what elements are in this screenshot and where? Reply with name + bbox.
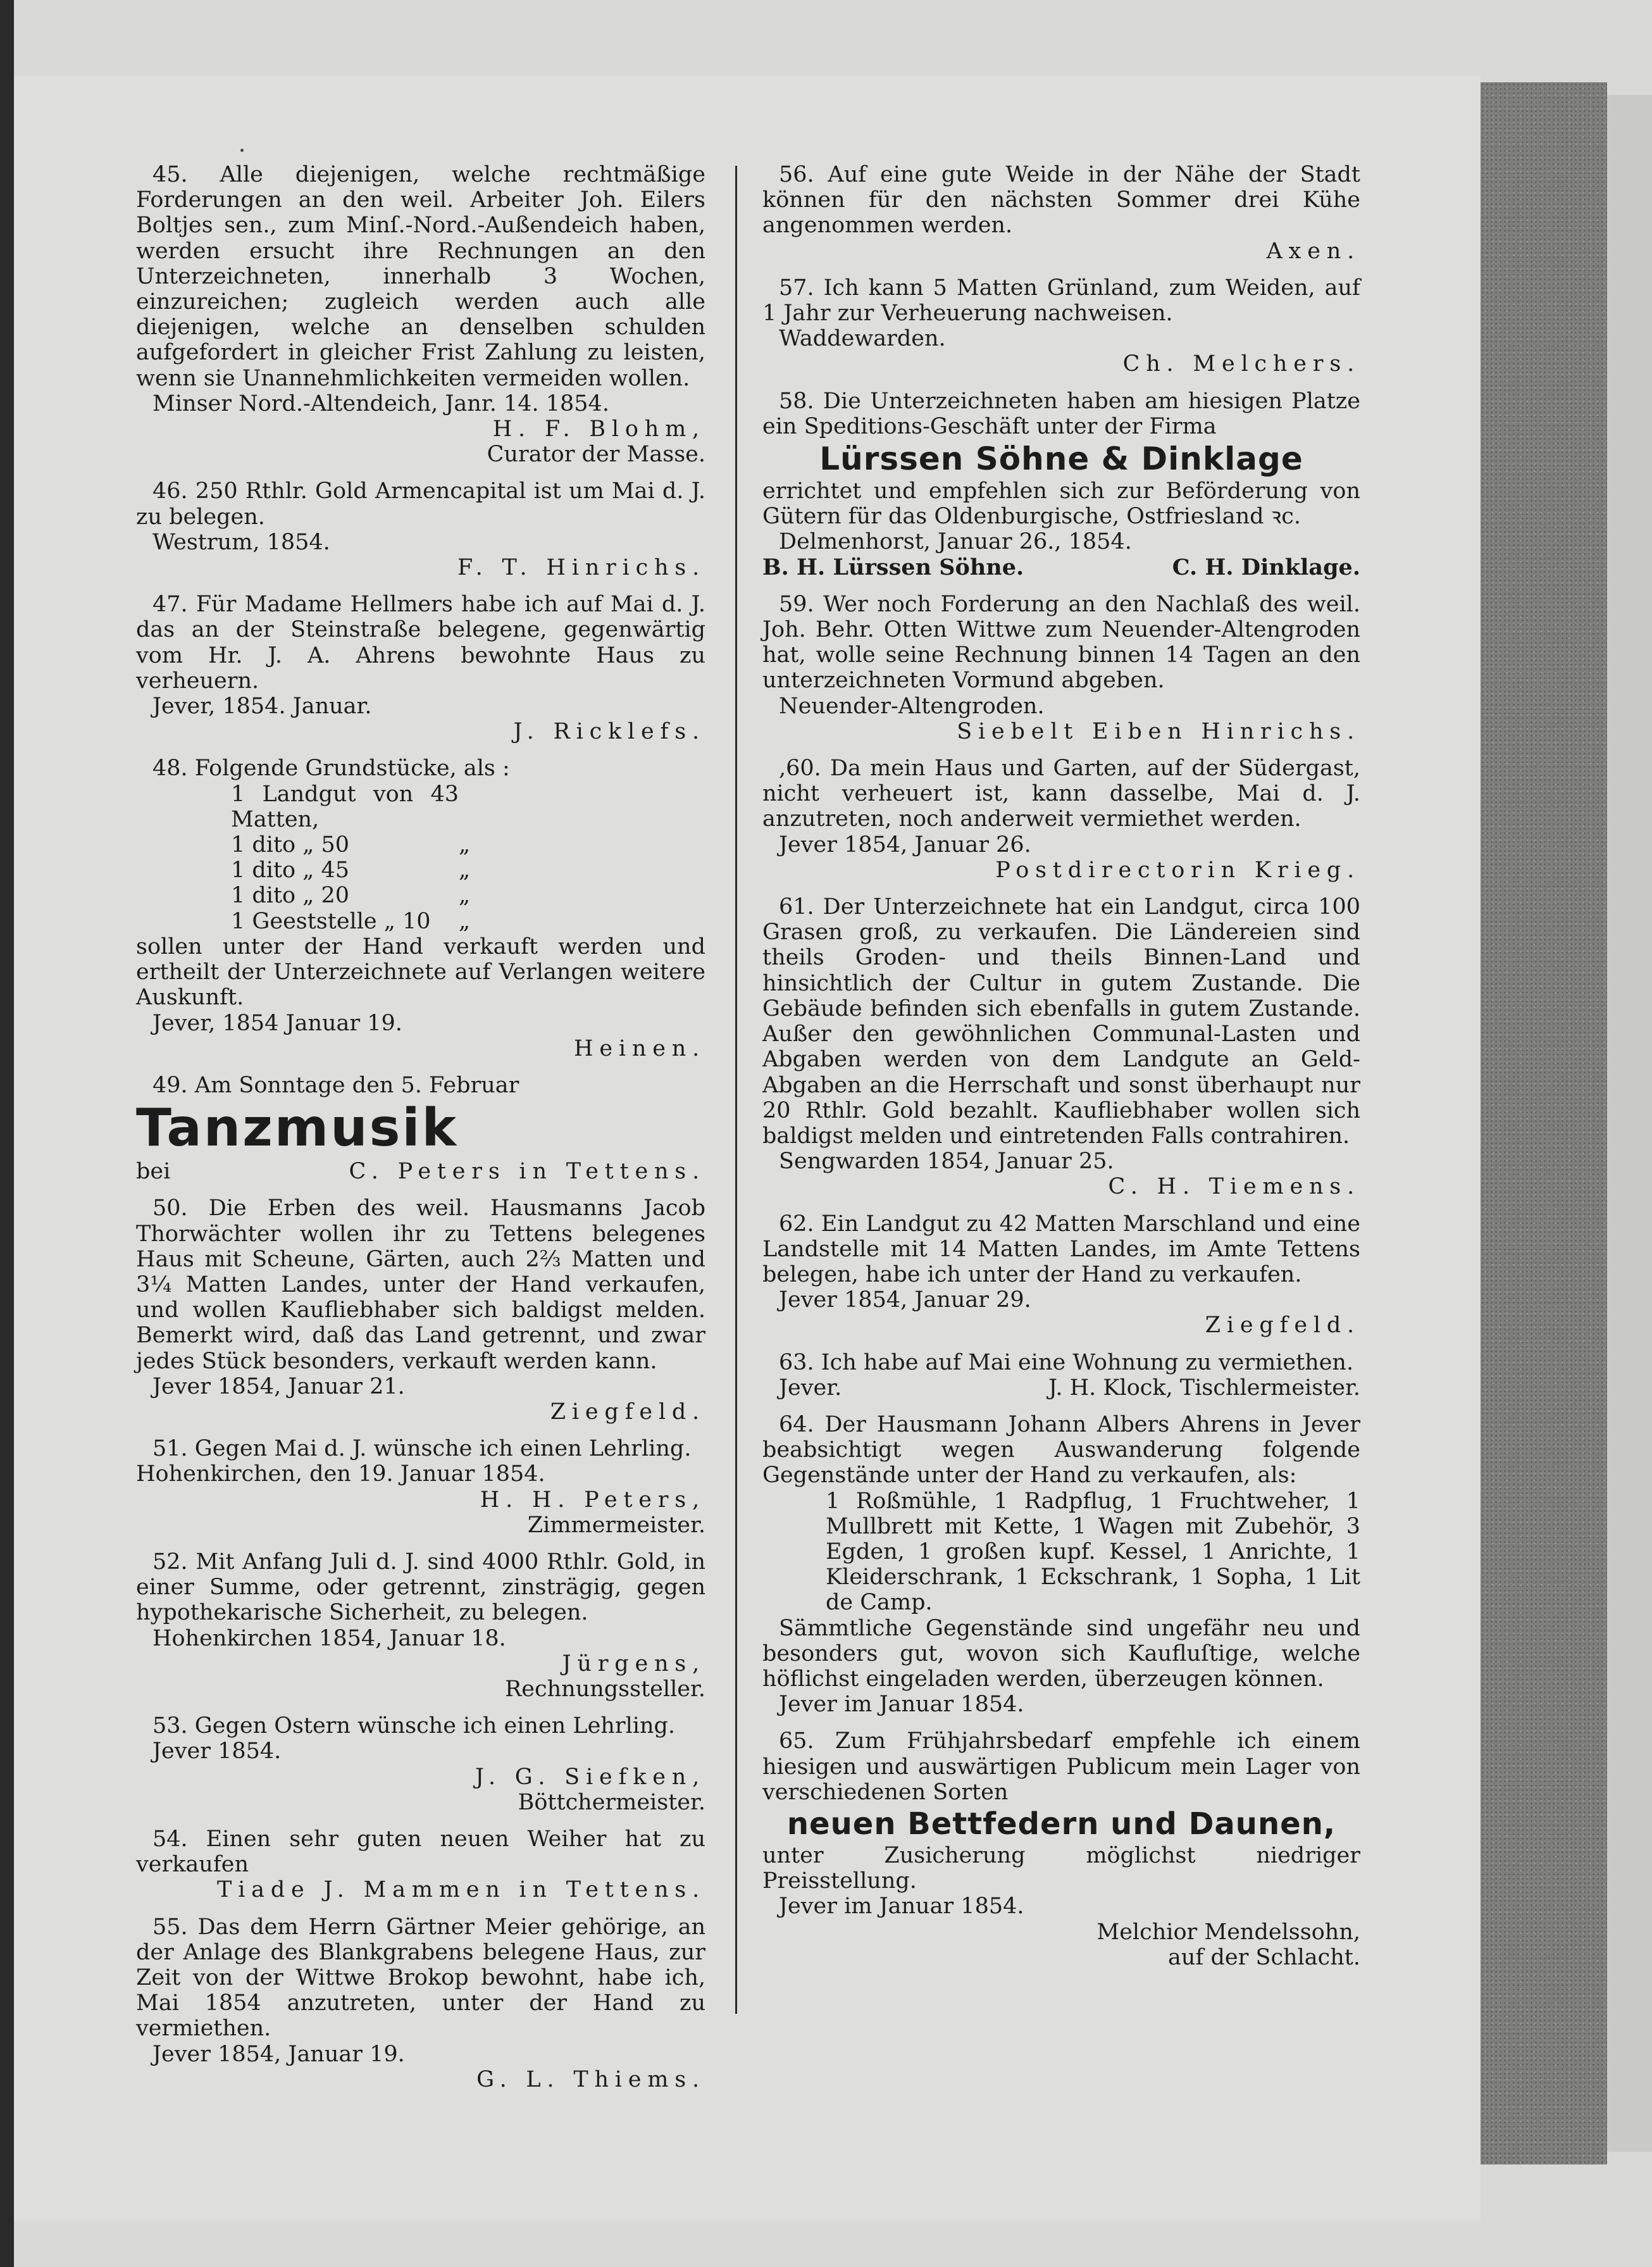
ad-61 [762, 894, 1360, 1199]
binding-shadow [0, 0, 14, 2267]
ad-text: 65. Zum Frühjahrsbedarf empfehle ich einem hiesigen und auswärtigen Publicum mein Lager von verschiedenen Sorten [762, 1728, 1360, 1805]
ad-63 [762, 1350, 1360, 1401]
ad-headline: Tanzmusik [136, 1098, 459, 1159]
ad-place-date: Hohenkirchen 1854, Januar 18. [152, 1625, 506, 1651]
ad-place-date: Jever im Januar 1854. [779, 1894, 1024, 1920]
ad-signature: Postdirectorin Krieg. [995, 857, 1360, 883]
ink-speck [240, 149, 244, 152]
ad-signature: H. F. Blohm, [492, 416, 705, 442]
ad-57 [762, 275, 1360, 377]
ad-signature: Tiade J. Mammen in Tettens. [217, 1877, 705, 1903]
ad-place-date: Waddewarden. [779, 326, 946, 352]
ad-text: 53. Gegen Ostern wünsche ich einen Lehrling. [152, 1713, 676, 1739]
column-divider [735, 166, 737, 2014]
ad-signature-title: Rechnungssteller. [504, 1676, 705, 1702]
ad-text: 63. Ich habe auf Mai eine Wohnung zu vermiethen. [779, 1349, 1354, 1375]
ad-text: 54. Einen sehr guten neuen Weiher hat zu verkaufen [136, 1826, 705, 1878]
ad-signature: J. G. Siefken, [475, 1764, 705, 1790]
ad-signature: Ziegfeld. [550, 1399, 705, 1425]
ad-50 [136, 1196, 705, 1425]
ad-56 [762, 162, 1360, 264]
ad-signature-title: Böttchermeister. [518, 1789, 705, 1815]
ad-text: 57. Ich kann 5 Matten Grünland, zum Weiden, auf 1 Jahr zur Verheuerung nachweisen. [762, 275, 1360, 327]
ad-text-bei: bei [136, 1159, 171, 1185]
ad-62 [762, 1211, 1360, 1339]
ad-headline: Lürssen Söhne & Dinklage [819, 440, 1303, 478]
ad-place-date: Jever 1854, Januar 19. [152, 2041, 405, 2067]
list-item: 1 dito „ 45 „ [231, 858, 471, 884]
ad-text: 55. Das dem Herrn Gärtner Meier gehörige, an der Anlage des Blankgrabens belegene Haus, zur Zeit von der Wittwe Brokop bewohnt, habe ich, Mai 1854 anzutreten, unter der Hand zu vermiethen. [136, 1914, 705, 2042]
property-list [136, 782, 705, 934]
ad-signature: J. Ricklefs. [513, 719, 705, 745]
ad-signature-title: auf der Schlacht. [1168, 1944, 1360, 1970]
ad-place-date: Jever 1854, Januar 29. [779, 1287, 1031, 1313]
ad-text: 64. Der Hausmann Johann Albers Ahrens in Jever beabsichtigt wegen Auswanderung folgende Gegenstände unter der Hand zu verkaufen, als: [762, 1411, 1360, 1489]
ad-signature: Siebelt Eiben Hinrichs. [957, 718, 1360, 744]
ad-text-continued: sollen unter der Hand verkauft werden und ertheilt der Unterzeichnete auf Verlangen weitere Auskunft. [136, 934, 705, 1011]
ad-signature: C. Peters in Tettens. [349, 1159, 705, 1185]
ad-text: 56. Auf eine gute Weide in der Nähe der Stadt können für den nächsten Sommer drei Kühe angenommen werden. [762, 162, 1360, 239]
ad-place-date: Jever 1854, Januar 21. [152, 1373, 405, 1399]
ad-52 [136, 1549, 705, 1702]
ad-46 [136, 478, 705, 580]
ad-place-date: Jever, 1854. Januar. [152, 694, 372, 720]
ad-text: 49. Am Sonntage den 5. Februar [152, 1072, 519, 1098]
cover-board-edge [1481, 82, 1607, 2164]
ad-signature: B. H. Lürssen Söhne. [762, 554, 1024, 580]
ad-text-continued: Sämmtliche Gegenstände sind ungefähr neu und besonders gut, wovon sich Kaufluſtige, welche höflichst eingeladen werden, überzeugen können. [762, 1615, 1360, 1692]
ad-signature: Melchior Mendelssohn, [1096, 1919, 1360, 1945]
ad-signature: J. H. Klock, Tischlermeister. [1048, 1375, 1360, 1401]
ad-45 [136, 162, 705, 467]
ad-signature: Ch. Melchers. [1122, 351, 1360, 377]
ad-53 [136, 1713, 705, 1815]
ad-text: 48. Folgende Grundstücke, als : [152, 756, 510, 782]
ad-47 [136, 592, 705, 744]
ad-text-continued: unter Zusicherung möglichst niedriger Preisstellung. [762, 1842, 1360, 1894]
ad-text: 51. Gegen Mai d. J. wünsche ich einen Lehrling. [152, 1436, 692, 1462]
ad-text: 58. Die Unterzeichneten haben am hiesigen Platze ein Speditions-Geschäft unter der Firma [762, 388, 1360, 439]
list-item: 1 dito „ 50 „ [231, 832, 471, 858]
item-list: 1 Roßmühle, 1 Radpflug, 1 Fruchtweher, 1 Mullbrett mit Kette, 1 Wagen mit Zubehör, 3 Egden, 1 großen kupf. Kessel, 1 Anrichte, 1 Kleiderschrank, 1 Eckschrank, 1 Sopha, 1 Lit de Camp. [826, 1488, 1360, 1616]
ad-65 [762, 1728, 1360, 1970]
left-column [136, 162, 705, 2092]
ad-signature: Heinen. [574, 1035, 705, 1061]
ad-place-date: Jever, 1854 Januar 19. [152, 1010, 402, 1036]
ad-place-date: Jever 1854. [152, 1739, 282, 1764]
ad-place-date: Jever 1854, Januar 26. [779, 832, 1031, 858]
ad-text: 47. Für Madame Hellmers habe ich auf Mai d. J. das an der Steinstraße belegene, gegenwärtig vom Hr. J. A. Ahrens bewohnte Haus zu verheuern. [136, 592, 705, 694]
ad-signature: C. H. Tiemens. [1108, 1174, 1360, 1200]
ad-place-date: Westrum, 1854. [152, 529, 330, 555]
ad-58 [762, 389, 1360, 580]
ad-55 [136, 1914, 705, 2092]
ad-59 [762, 592, 1360, 744]
ad-text-continued: errichtet und empfehlen sich zur Beförderung von Gütern für das Oldenburgische, Ostfriesland ꝛc. [762, 478, 1360, 530]
ad-signature: C. H. Dinklage. [1172, 554, 1360, 580]
ad-signature: Ziegfeld. [1205, 1313, 1360, 1339]
ad-signature-title: Zimmermeister. [527, 1512, 705, 1538]
list-item: 1 Landgut von 43 Matten, [231, 781, 459, 832]
ad-place-date: Hohenkirchen, den 19. Januar 1854. [136, 1461, 545, 1487]
cover-board-margin [1607, 95, 1652, 2152]
ad-signature-title: Curator der Masse. [487, 442, 705, 468]
ad-place-date: Delmenhorst, Januar 26., 1854. [779, 529, 1132, 555]
ad-49 [136, 1073, 705, 1184]
ad-54 [136, 1827, 705, 1903]
ad-text: 59. Wer noch Forderung an den Nachlaß des weil. Joh. Behr. Otten Wittwe zum Neuender-Altengroden hat, wolle seine Rechnung binnen 14 Tagen an den unterzeichneten Vormund abgeben. [762, 591, 1360, 694]
ad-place-date: Jever. [779, 1375, 842, 1401]
ad-place-date: Minser Nord.-Altendeich, Janr. 14. 1854. [152, 390, 609, 416]
ad-signature: F. T. Hinrichs. [457, 555, 705, 581]
list-item: 1 Geeststelle „ 10 „ [231, 908, 471, 934]
ad-signature: Axen. [1266, 238, 1360, 264]
ad-place-date: Neuender-Altengroden. [779, 693, 1045, 719]
ad-60 [762, 756, 1360, 883]
ad-text: ,60. Da mein Haus und Garten, auf der Südergast, nicht verheuert ist, kann dasselbe, Mai d. J. anzutreten, noch anderweit vermiethet werden. [762, 756, 1360, 832]
ad-signature: H. H. Peters, [480, 1487, 705, 1513]
ad-place-date: Sengwarden 1854, Januar 25. [779, 1149, 1114, 1175]
ad-headline: neuen Bettfedern und Daunen, [786, 1806, 1336, 1842]
ad-text: 50. Die Erben des weil. Hausmanns Jacob Thorwächter wollen ihr zu Tettens belegenes Haus mit Scheune, Gärten, auch 2⅔ Matten und 3¼ Matten Landes, unter der Hand verkaufen, und wollen Kaufliebhaber sich baldigst melden. Bemerkt wird, daß das Land getrennt, und zwar jedes Stück besonders, verkauft werden kann. [136, 1196, 705, 1374]
ad-signature: G. L. Thiems. [476, 2066, 705, 2092]
right-column [762, 162, 1360, 1970]
ad-text: 45. Alle diejenigen, welche rechtmäßige Forderungen an den weil. Arbeiter Joh. Eilers Boltjes sen., zum Minſ.-Nord.-Außendeich haben, werden ersucht ihre Rechnungen an den Unterzeichneten, innerhalb 3 Wochen, einzureichen; zugleich werden auch alle diejenigen, welche an denselben schulden aufgefordert in gleicher Frist Zahlung zu leisten, wenn sie Unannehmlichkeiten vermeiden wollen. [136, 162, 705, 391]
ad-place-date: Jever im Januar 1854. [779, 1692, 1024, 1718]
ad-text: 62. Ein Landgut zu 42 Matten Marschland und eine Landstelle mit 14 Matten Landes, im Amte Tettens belegen, habe ich unter der Hand zu verkaufen. [762, 1211, 1360, 1287]
ad-signature: Jürgens, [562, 1651, 705, 1677]
ad-48 [136, 756, 705, 1061]
ad-64 [762, 1412, 1360, 1717]
ad-text: 46. 250 Rthlr. Gold Armencapital ist um Mai d. J. zu belegen. [136, 478, 705, 530]
list-item: 1 dito „ 20 „ [231, 883, 471, 909]
ad-text: 52. Mit Anfang Juli d. J. sind 4000 Rthlr. Gold, in einer Summe, oder getrennt, zinsträgig, gegen hypothekarische Sicherheit, zu belegen. [136, 1549, 705, 1626]
ad-51 [136, 1436, 705, 1538]
ad-text: 61. Der Unterzeichnete hat ein Landgut, circa 100 Grasen groß, zu verkaufen. Die Ländereien sind theils Groden- und theils Binnen-Land und hinsichtlich der Cultur in gutem Zustande. Die Gebäude befinden sich ebenfalls in gutem Zustande. Außer den gewöhnlichen Communal-Lasten und Abgaben werden von dem Landgute an Geld-Abgaben an die Herrschaft und sonst überhaupt nur 20 Rthlr. Gold bezahlt. Kaufliebhaber wollen sich baldigst melden und eintretenden Falls contrahiren. [762, 894, 1360, 1149]
